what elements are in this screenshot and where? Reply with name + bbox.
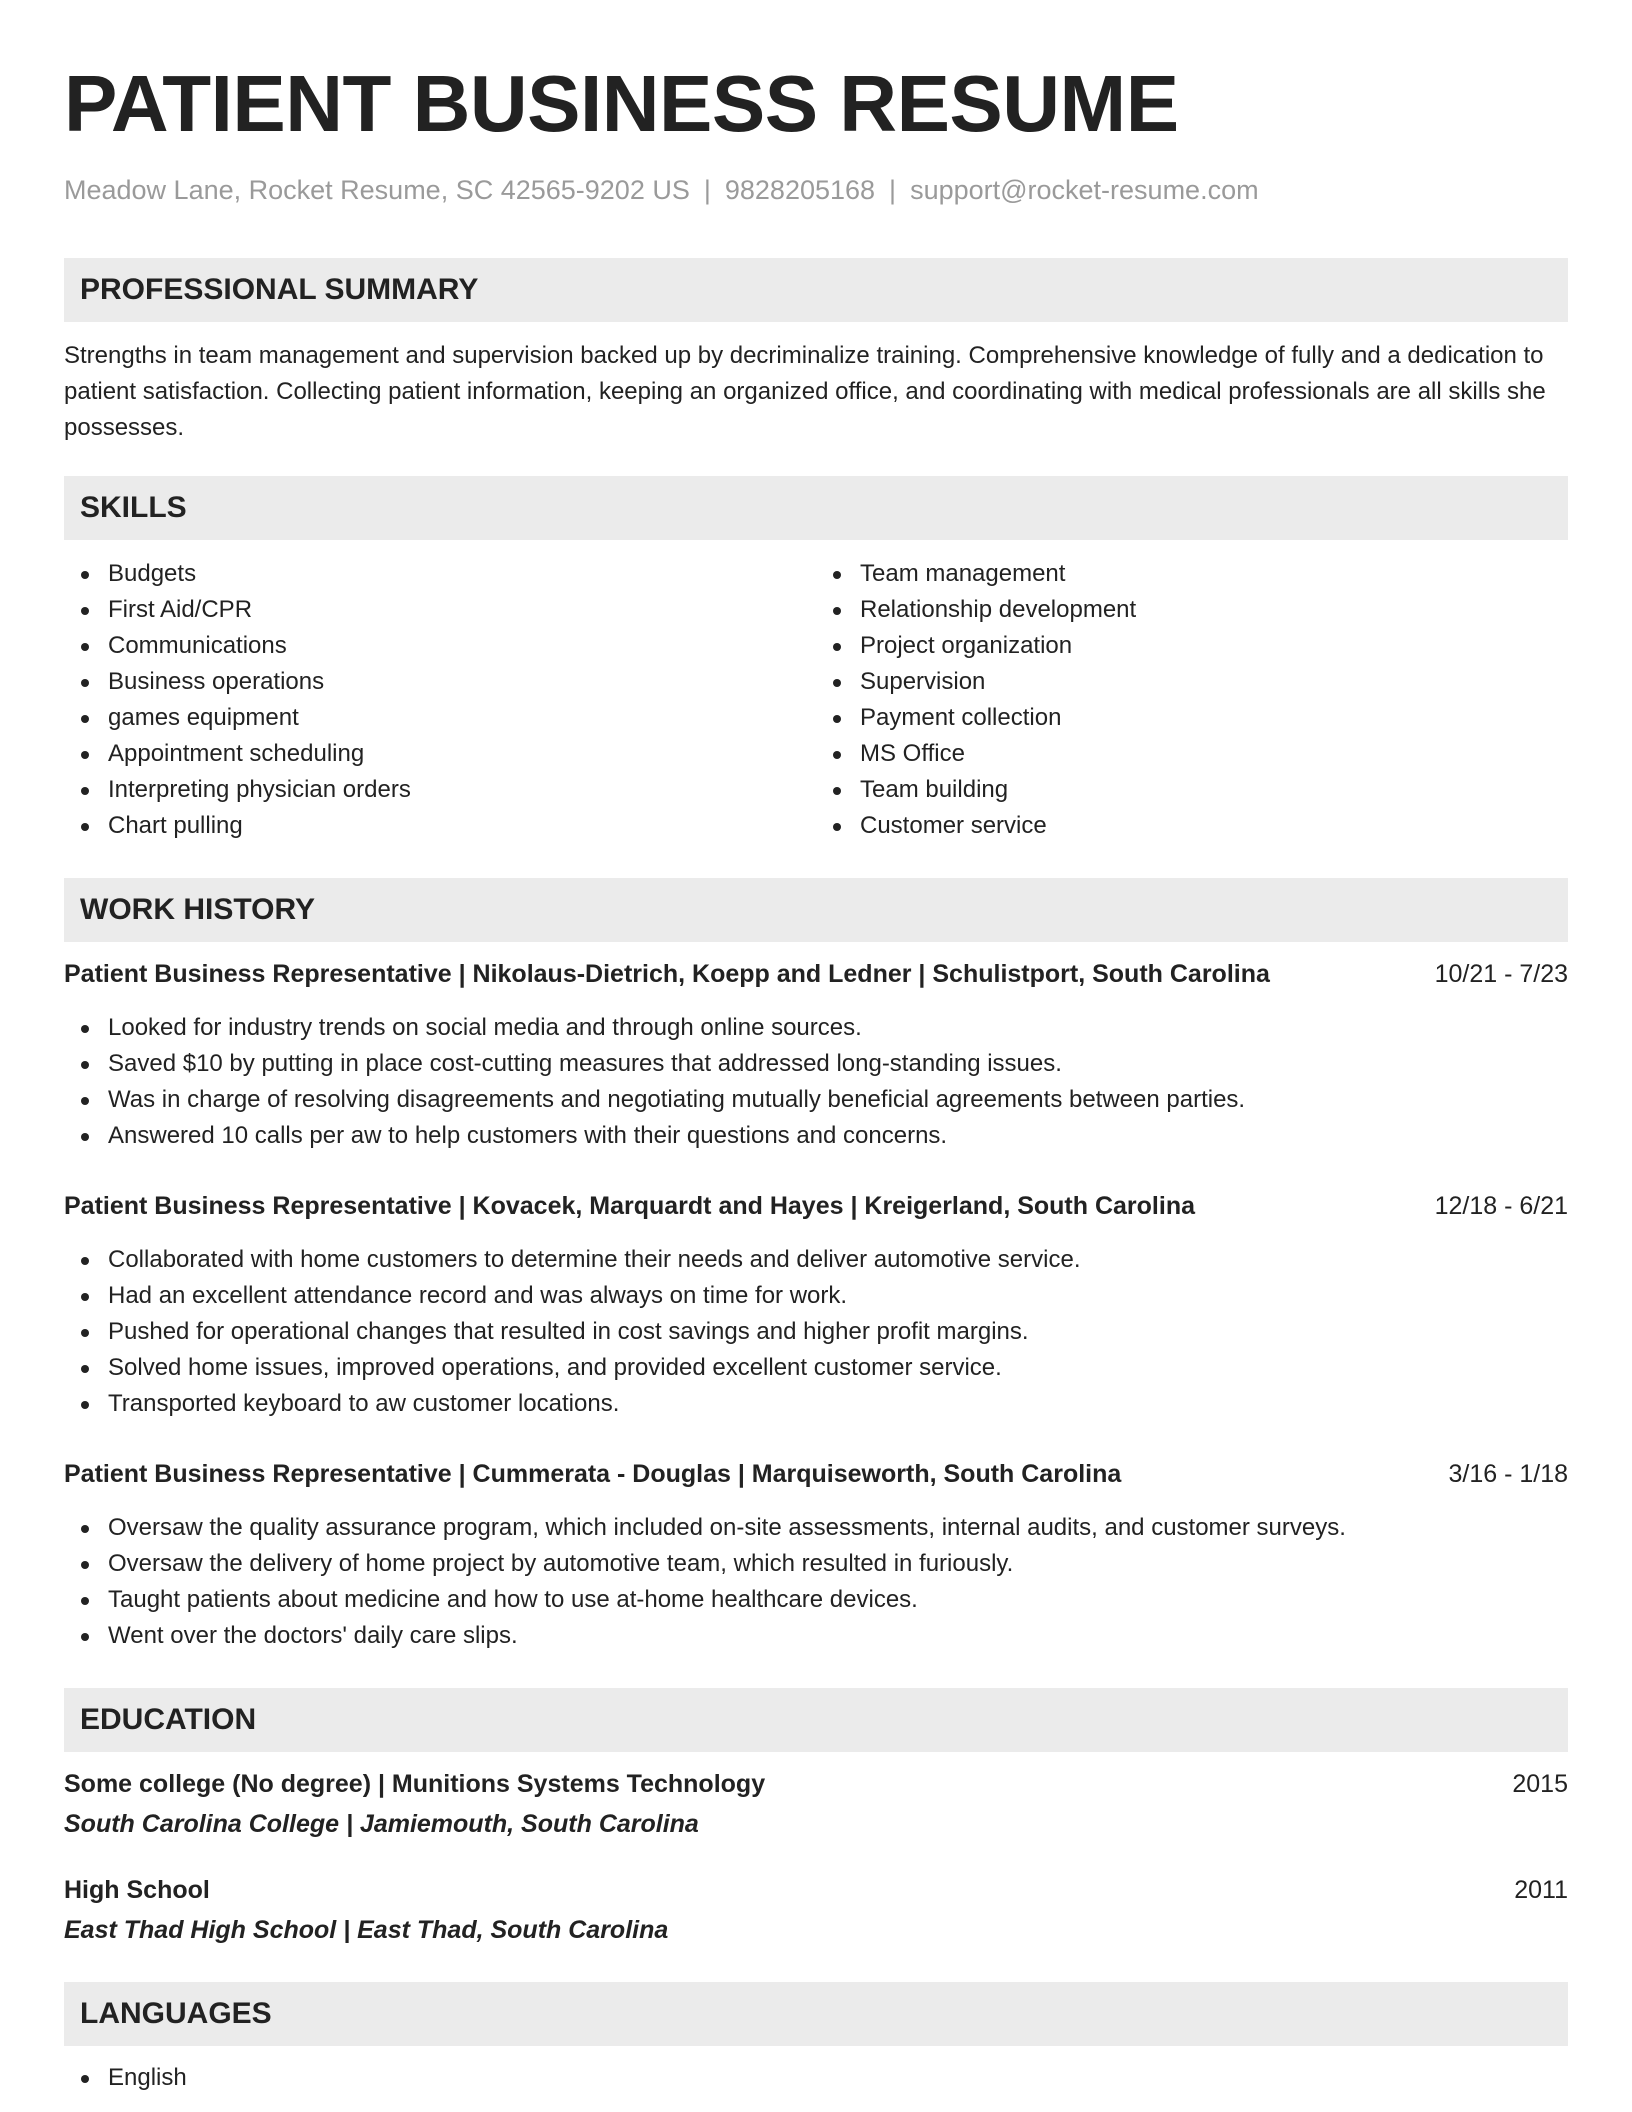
education-degree: Some college (No degree) | Munitions Systems Technology [64,1770,766,1798]
section-header-languages: LANGUAGES [64,1982,1568,2046]
job-title: Patient Business Representative | Kovacek, Marquardt and Hayes | Kreigerland, South Carolina [64,1192,1195,1220]
education-school: East Thad High School | East Thad, South Carolina [64,1916,669,1944]
contact-separator: | [889,175,897,205]
list-item: Project organization [816,628,1568,664]
list-item: Answered 10 calls per aw to help customers with their questions and concerns. [64,1118,1568,1154]
section-header-summary: PROFESSIONAL SUMMARY [64,258,1568,322]
skills-column-left [64,556,816,844]
list-item: Appointment scheduling [64,736,816,772]
education-school: South Carolina College | Jamiemouth, South Carolina [64,1810,699,1838]
list-item: Budgets [64,556,816,592]
list-item: Transported keyboard to aw customer locations. [64,1386,1568,1422]
skills-grid [64,556,1568,844]
list-item: Was in charge of resolving disagreements and negotiating mutually beneficial agreements between parties. [64,1082,1568,1118]
education-degree: High School [64,1876,210,1904]
list-item: English [64,2060,1568,2096]
list-item: games equipment [64,700,816,736]
education-entry [64,1766,1568,1842]
education-year: 2015 [1512,1770,1568,1798]
list-item: Oversaw the quality assurance program, which included on-site assessments, internal audits, and customer surveys. [64,1510,1568,1546]
list-item: Taught patients about medicine and how to use at-home healthcare devices. [64,1582,1568,1618]
contact-separator: | [703,175,711,205]
education-year: 2011 [1514,1876,1568,1904]
list-item: Saved $10 by putting in place cost-cutting measures that addressed long-standing issues. [64,1046,1568,1082]
list-item: Oversaw the delivery of home project by automotive team, which resulted in furiously. [64,1546,1568,1582]
list-item: Interpreting physician orders [64,772,816,808]
list-item: Looked for industry trends on social media and through online sources. [64,1010,1568,1046]
section-header-work-history: WORK HISTORY [64,878,1568,942]
contact-phone: 9828205168 [724,175,876,205]
job-dates: 12/18 - 6/21 [1434,1192,1568,1220]
list-item: MS Office [816,736,1568,772]
job-title: Patient Business Representative | Nikolaus-Dietrich, Koepp and Ledner | Schulistport, South Carolina [64,960,1270,988]
languages-list [64,2060,1568,2096]
list-item: Payment collection [816,700,1568,736]
resume-title: PATIENT BUSINESS RESUME [64,59,1179,148]
list-item: First Aid/CPR [64,592,816,628]
education-entry [64,1872,1568,1948]
list-item: Team management [816,556,1568,592]
job-dates: 3/16 - 1/18 [1448,1460,1568,1488]
list-item: Team building [816,772,1568,808]
contact-line [64,172,1568,208]
job-entry [64,1188,1568,1422]
list-item: Communications [64,628,816,664]
list-item: Supervision [816,664,1568,700]
summary-text: Strengths in team management and supervision backed up by decriminalize training. Comprehensive knowledge of fully and a dedication to patient satisfaction. Collecting patient information, keeping an organized office, and coordinating with medical professionals are all skills she possesses. [64,342,1546,441]
list-item: Customer service [816,808,1568,844]
job-entry [64,956,1568,1154]
job-dates: 10/21 - 7/23 [1434,960,1568,988]
list-item: Went over the doctors' daily care slips. [64,1618,1568,1654]
list-item: Business operations [64,664,816,700]
contact-address: Meadow Lane, Rocket Resume, SC 42565-9202 US [64,175,690,205]
job-title: Patient Business Representative | Cummerata - Douglas | Marquiseworth, South Carolina [64,1460,1122,1488]
job-entry [64,1456,1568,1654]
list-item: Pushed for operational changes that resulted in cost savings and higher profit margins. [64,1314,1568,1350]
section-header-education: EDUCATION [64,1688,1568,1752]
contact-email: support@rocket-resume.com [910,175,1259,205]
list-item: Relationship development [816,592,1568,628]
list-item: Chart pulling [64,808,816,844]
list-item: Collaborated with home customers to determine their needs and deliver automotive service. [64,1242,1568,1278]
list-item: Had an excellent attendance record and was always on time for work. [64,1278,1568,1314]
section-header-skills: SKILLS [64,476,1568,540]
list-item: Solved home issues, improved operations, and provided excellent customer service. [64,1350,1568,1386]
skills-column-right [816,556,1568,844]
